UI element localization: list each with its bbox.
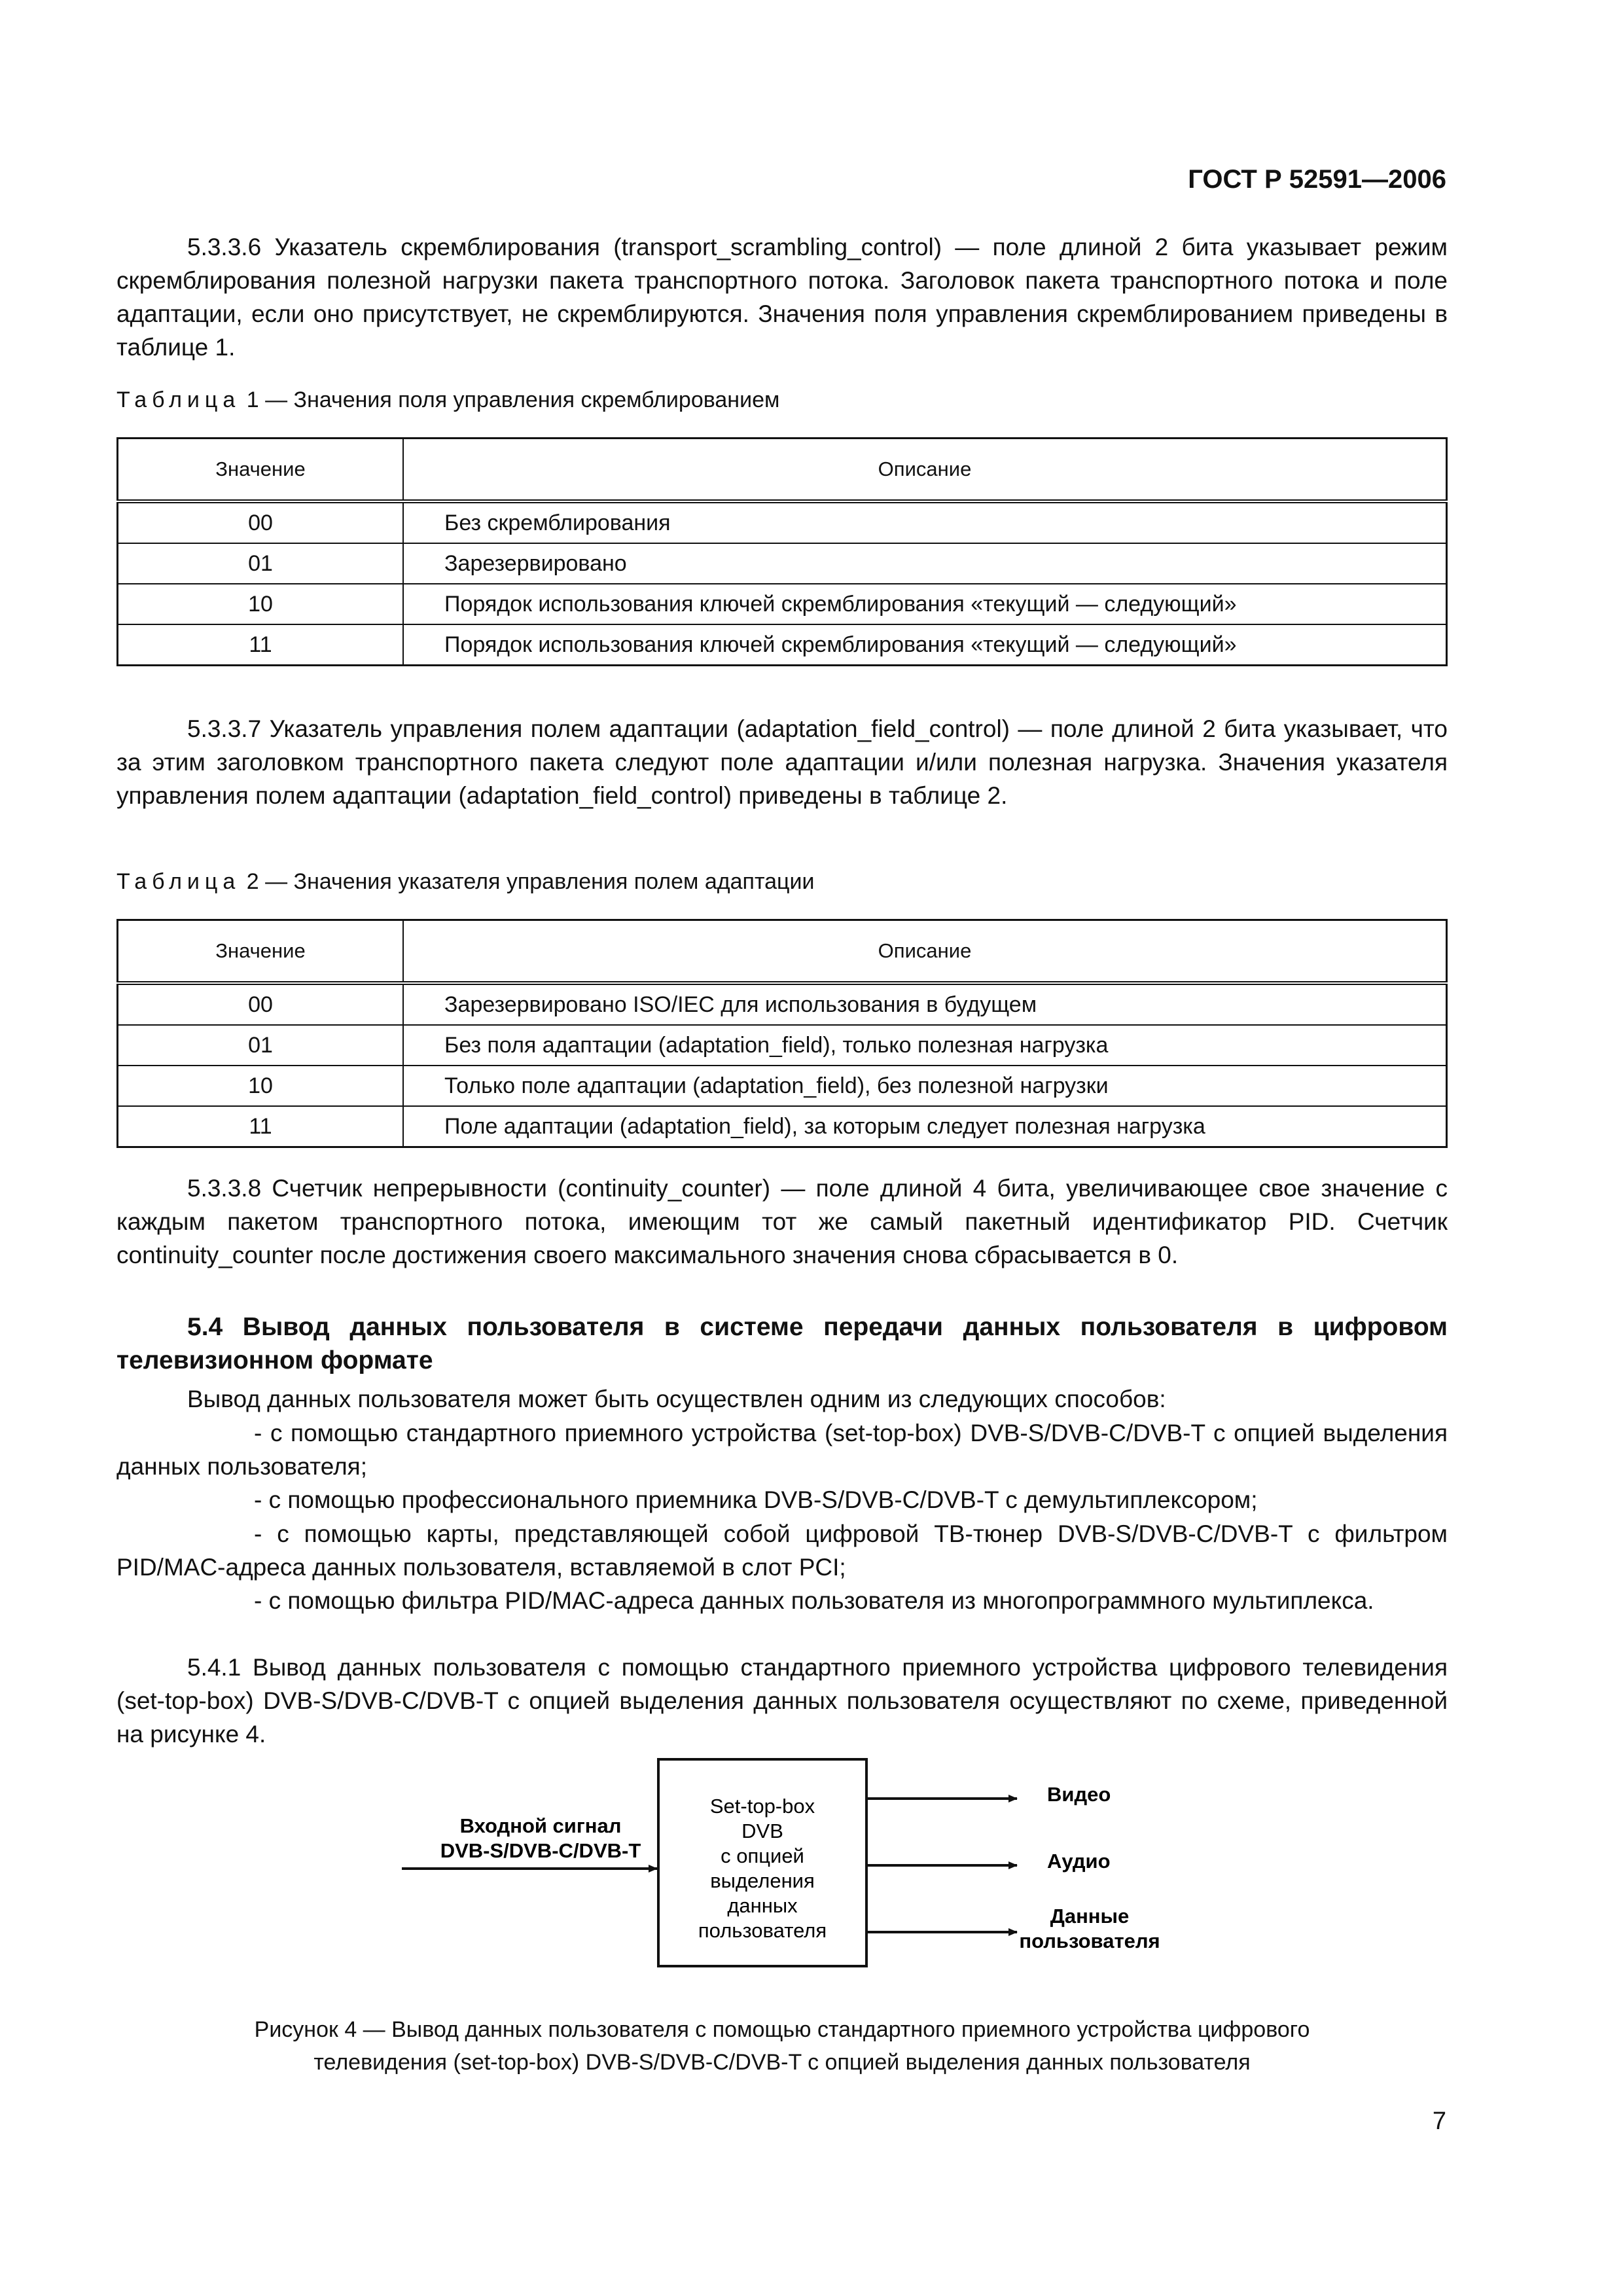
list-item: - с помощью карты, представляющей собой цифровой ТВ-тюнер DVB-S/DVB-C/DVB-T с фильтром PID/MAC-адреса данных пользователя, вставляемой в слот PCI; — [116, 1520, 1448, 1581]
table-row — [118, 543, 1447, 584]
table-1-title: 1 — Значения поля управления скремблированием — [240, 387, 780, 412]
box-line-1: Set-top-box — [709, 1795, 815, 1818]
box-line-4: выделения — [710, 1869, 815, 1892]
table-cell-value: 10 — [118, 584, 404, 624]
table-cell-description: Зарезервировано — [403, 543, 1447, 584]
table-cell-value: 00 — [118, 983, 404, 1025]
table-row — [118, 983, 1447, 1025]
box-line-3: с опцией — [721, 1844, 804, 1867]
box-line-2: DVB — [741, 1820, 783, 1842]
table-cell-description: Только поле адаптации (adaptation_field), без полезной нагрузки — [403, 1066, 1447, 1106]
table-2-title: 2 — Значения указателя управления полем адаптации — [240, 869, 815, 894]
section-5-4-heading: 5.4 Вывод данных пользователя в системе передачи данных пользователя в цифровом телевизионном формате — [116, 1313, 1448, 1374]
page-number: 7 — [1432, 2108, 1446, 2135]
table-row — [118, 584, 1447, 624]
figure-4-caption-line-2: телевидения (set-top-box) DVB-S/DVB-C/DVB-T с опцией выделения данных пользователя — [313, 2050, 1251, 2075]
output-data-label-2: пользователя — [1019, 1929, 1160, 1952]
output-audio-label: Аудио — [1047, 1850, 1111, 1873]
box-line-5: данных — [727, 1894, 798, 1917]
table-cell-value: 01 — [118, 543, 404, 584]
table-1-header-value: Значение — [118, 439, 404, 502]
box-line-6: пользователя — [698, 1919, 827, 1942]
output-video-label: Видео — [1047, 1783, 1111, 1806]
table-cell-value: 11 — [118, 1106, 404, 1147]
table-row — [118, 624, 1447, 666]
table-row — [118, 1066, 1447, 1106]
paragraph-5-3-3-6: 5.3.3.6 Указатель скремблирования (transport_scrambling_control) — поле длиной 2 бита указывает режим скремблирования полезной нагрузки пакета транспортного потока. Заголовок пакета транспортного потока и поле адаптации, если оно присутствует, не скремблируются. Значения поля управления скремблированием приведены в таблице 1. — [116, 234, 1448, 361]
table-row — [118, 1025, 1447, 1066]
paragraph-5-3-3-8: 5.3.3.8 Счетчик непрерывности (continuity_counter) — поле длиной 4 бита, увеличивающее свое значение с каждым пакетом транспортного потока, имеющим тот же самый пакетный идентификатор PID. Счетчик continuity_counter после достижения своего максимального значения снова сбрасывается в 0. — [116, 1175, 1448, 1268]
table-cell-description: Порядок использования ключей скремблирования «текущий — следующий» — [403, 584, 1447, 624]
table-cell-description: Поле адаптации (adaptation_field), за которым следует полезная нагрузка — [403, 1106, 1447, 1147]
figure-4-caption — [116, 2013, 1448, 2079]
table-cell-description: Зарезервировано ISO/IEC для использования в будущем — [403, 983, 1447, 1025]
table-2-header-value: Значение — [118, 920, 404, 984]
paragraph-5-4-1: 5.4.1 Вывод данных пользователя с помощью стандартного приемного устройства цифрового телевидения (set-top-box) DVB-S/DVB-C/DVB-T с опцией выделения данных пользователя осуществляют по схеме, приведенной на рисунке 4. — [116, 1654, 1448, 1748]
table-cell-value: 10 — [118, 1066, 404, 1106]
input-signal-standard: DVB-S/DVB-C/DVB-T — [440, 1839, 641, 1862]
table-1-label: Таблица — [116, 387, 241, 412]
table-cell-description: Без скремблирования — [403, 501, 1447, 543]
table-cell-description: Без поля адаптации (adaptation_field), только полезная нагрузка — [403, 1025, 1447, 1066]
paragraph-5-3-3-7: 5.3.3.7 Указатель управления полем адаптации (adaptation_field_control) — поле длиной 2 бита указывает, что за этим заголовком транспортного пакета следуют поле адаптации и/или полезная нагрузка. Значения указателя управления полем адаптации (adaptation_field_control) приведены в таблице 2. — [116, 715, 1448, 809]
table-2-caption — [116, 869, 815, 895]
figure-4-diagram — [0, 1741, 1623, 1990]
document-code: ГОСТ Р 52591—2006 — [1188, 165, 1446, 194]
figure-4-caption-line-1: Рисунок 4 — Вывод данных пользователя с помощью стандартного приемного устройства цифрового — [254, 2017, 1310, 2042]
table-cell-value: 11 — [118, 624, 404, 666]
table-2-header-row — [118, 920, 1447, 984]
table-cell-description: Порядок использования ключей скремблирования «текущий — следующий» — [403, 624, 1447, 666]
table-cell-value: 01 — [118, 1025, 404, 1066]
list-item: - с помощью профессионального приемника DVB-S/DVB-C/DVB-T с демультиплексором; — [254, 1486, 1258, 1513]
table-row — [118, 1106, 1447, 1147]
table-2-header-description: Описание — [403, 920, 1447, 984]
table-1 — [116, 437, 1448, 666]
table-cell-value: 00 — [118, 501, 404, 543]
table-1-header-row — [118, 439, 1447, 502]
table-2 — [116, 919, 1448, 1148]
section-5-4-intro: Вывод данных пользователя может быть осуществлен одним из следующих способов: — [187, 1386, 1166, 1412]
table-1-caption — [116, 387, 779, 413]
list-item: - с помощью фильтра PID/MAC-адреса данных пользователя из многопрограммного мультиплекса. — [254, 1587, 1374, 1614]
table-2-label: Таблица — [116, 869, 241, 894]
output-data-label: Данные — [1050, 1905, 1130, 1928]
input-signal-label: Входной сигнал — [459, 1814, 622, 1837]
table-row — [118, 501, 1447, 543]
table-1-header-description: Описание — [403, 439, 1447, 502]
list-item: - с помощью стандартного приемного устройства (set-top-box) DVB-S/DVB-C/DVB-T с опцией выделения данных пользователя; — [116, 1420, 1448, 1480]
